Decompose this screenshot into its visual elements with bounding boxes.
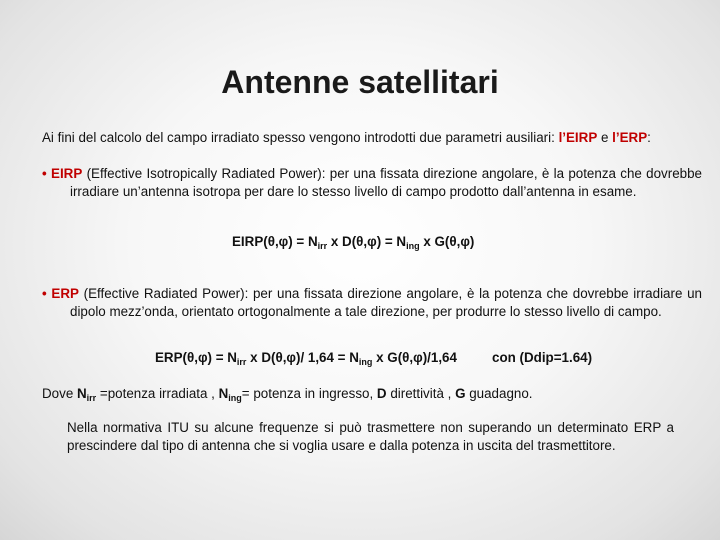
definitions-sub: irr (86, 393, 97, 403)
definitions-line (42, 385, 674, 403)
eirp-formula-sub: ing (406, 241, 420, 251)
eirp-definition: (Effective Isotropically Radiated Power): per una fissata direzione angolare, è la potenza che dovrebbe irradiare un’antenna isotropa per dare lo stesso livello di campo prodotto dall’antenna in esame. (70, 166, 702, 199)
erp-definition: (Effective Radiated Power): per una fissata direzione angolare, è la potenza che dovrebbe irradiare un dipolo mezz’onda, orientato ortogonalmente a tale direzione, per produrre lo stesso livello di campo. (70, 286, 702, 319)
definitions-symbol: D (376, 386, 387, 401)
erp-formula-note: con (Ddip=1.64) (492, 350, 593, 365)
eirp-formula-part: EIRP(θ,φ) = N (232, 234, 318, 249)
erp-formula-part: ERP(θ,φ) = N (155, 350, 237, 365)
erp-formula-sub: ing (358, 357, 373, 367)
intro-eirp: l’EIRP (558, 130, 598, 145)
definitions-text: Dove (42, 386, 77, 401)
intro-colon: : (647, 130, 651, 145)
erp-formula-part: x D(θ,φ)/ 1,64 = N (246, 350, 359, 365)
eirp-formula-part: x D(θ,φ) = N (327, 234, 407, 249)
slide-title: Antenne satellitari (221, 64, 499, 100)
intro-and: e (597, 130, 613, 145)
definitions-text: guadagno. (465, 386, 533, 401)
definitions-text: =potenza irradiata , (96, 386, 219, 401)
intro-text: Ai fini del calcolo del campo irradiato spesso vengono introdotti due parametri ausiliari: (42, 130, 559, 145)
eirp-formula (232, 234, 474, 249)
erp-formula (155, 350, 457, 365)
eirp-formula-sub: irr (317, 241, 328, 251)
bullet-icon: • (42, 286, 47, 301)
definitions-symbol: G (455, 386, 466, 401)
definitions-text: = potenza in ingresso, (241, 386, 377, 401)
intro-erp: l’ERP (612, 130, 648, 145)
intro-paragraph (42, 129, 702, 147)
eirp-formula-part: x G(θ,φ) (419, 234, 475, 249)
definitions-symbol: N (218, 386, 229, 401)
definitions-sub: ing (228, 393, 242, 403)
erp-term: ERP (51, 286, 79, 301)
erp-formula-sub: irr (236, 357, 247, 367)
eirp-term: EIRP (51, 166, 83, 181)
erp-formula-part: x G(θ,φ)/1,64 (372, 350, 457, 365)
itu-note: Nella normativa ITU su alcune frequenze si può trasmettere non superando un determinato ERP a prescindere dal tipo di antenna che si voglia usare e dalla potenza in uscita del trasmettitore. (67, 420, 674, 453)
eirp-bullet (42, 165, 702, 201)
erp-bullet (42, 285, 702, 321)
definitions-text: direttività , (386, 386, 456, 401)
definitions-symbol: N (76, 386, 87, 401)
bullet-icon: • (42, 166, 47, 181)
